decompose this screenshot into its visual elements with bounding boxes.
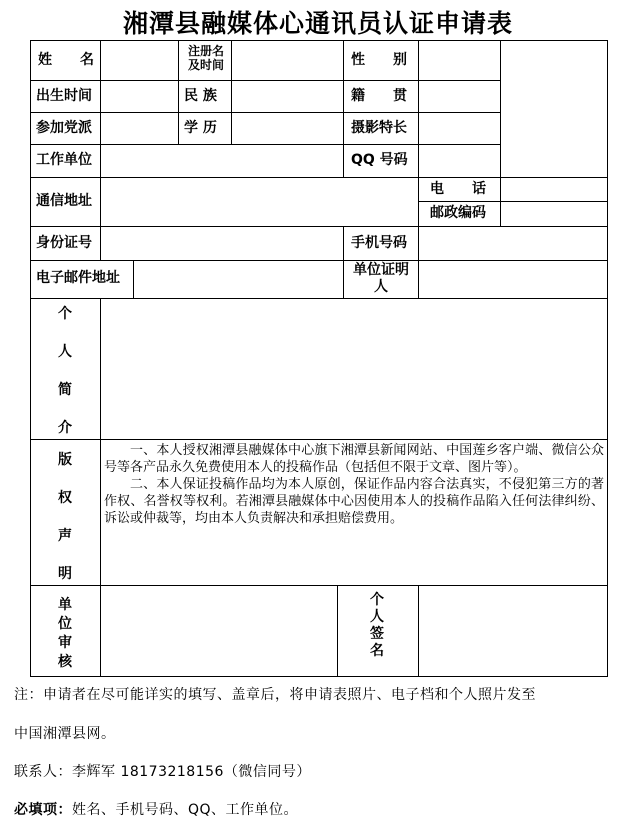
table-border-bottom xyxy=(30,676,608,677)
col-line xyxy=(343,40,344,177)
label-unit-cert: 单位证明 人 xyxy=(353,262,409,295)
label-signature-char: 个 xyxy=(370,592,384,608)
label-unit-review-char: 审 xyxy=(58,635,72,651)
label-ethnicity: 民 族 xyxy=(184,88,217,104)
col-line xyxy=(500,177,501,226)
label-name: 姓 名 xyxy=(38,52,94,68)
label-unit-review xyxy=(55,594,75,670)
col-line xyxy=(343,226,344,298)
label-unit-review-char: 核 xyxy=(58,654,72,670)
col-line xyxy=(500,40,501,177)
declaration-paragraph: 二、本人保证投稿作品均为本人原创，保证作品内容合法真实，不侵犯第三方的著作权、名誉权等权利。若湘潭县融媒体中心因使用本人的投稿作品陷入任何法律纠纷、诉讼或仲裁等，均由本人负责解决和承担赔偿费用。 xyxy=(104,477,604,526)
declaration-paragraph: 一、本人授权湘潭县融媒体中心旗下湘潭县新闻网站、中国莲乡客户端、微信公众号等各产品永久免费使用本人的投稿作品（包括但不限于文章、图片等）。 xyxy=(104,443,604,475)
label-bio xyxy=(55,303,75,455)
label-copyright-char: 版 xyxy=(58,452,72,468)
col-line xyxy=(231,40,232,144)
contact-line: 联系人：李辉军 18173218156（微信同号） xyxy=(14,764,311,780)
label-birth: 出生时间 xyxy=(36,88,92,104)
row-line xyxy=(30,260,608,261)
label-bio-char: 介 xyxy=(58,420,72,436)
label-copyright-char: 权 xyxy=(58,490,72,506)
label-work-unit: 工作单位 xyxy=(36,152,92,168)
table-border-top xyxy=(30,40,608,41)
col-line xyxy=(178,40,179,144)
label-phone: 电 话 xyxy=(430,181,486,197)
required-fields-line xyxy=(14,799,298,819)
row-line xyxy=(30,585,608,586)
label-signature-char: 签 xyxy=(370,626,384,642)
label-copyright xyxy=(55,449,75,601)
label-unit-review-char: 位 xyxy=(58,616,72,632)
label-signature xyxy=(367,589,387,657)
label-postcode: 邮政编码 xyxy=(430,205,486,221)
col-line xyxy=(337,585,338,677)
label-copyright-char: 声 xyxy=(58,528,72,544)
required-text: 姓名、手机号码、QQ、工作单位。 xyxy=(72,802,299,818)
label-signature-char: 名 xyxy=(370,643,384,659)
label-education: 学 历 xyxy=(184,120,217,136)
table-border-right xyxy=(607,40,608,677)
label-unit-review-char: 单 xyxy=(58,597,72,613)
copyright-declaration xyxy=(104,442,604,527)
label-copyright-char: 明 xyxy=(58,566,72,582)
col-line xyxy=(100,40,101,177)
label-photo-skill: 摄影特长 xyxy=(351,120,407,136)
col-line xyxy=(100,298,101,677)
label-native: 籍 贯 xyxy=(351,88,407,104)
label-address: 通信地址 xyxy=(36,193,92,209)
table-border-left xyxy=(30,40,31,677)
label-id-number: 身份证号 xyxy=(36,235,92,251)
label-qq: QQ 号码 xyxy=(351,152,408,168)
row-line xyxy=(418,201,608,202)
label-bio-char: 简 xyxy=(58,382,72,398)
col-line xyxy=(100,177,101,260)
row-line xyxy=(30,298,608,299)
col-line xyxy=(418,40,419,298)
label-reg-time: 注册名 及时间 xyxy=(187,44,224,72)
label-gender: 性 别 xyxy=(351,52,407,68)
note-line-2: 中国湘潭县网。 xyxy=(14,726,116,742)
row-line xyxy=(30,226,608,227)
label-party: 参加党派 xyxy=(36,120,92,136)
label-bio-char: 个 xyxy=(58,306,72,322)
label-email: 电子邮件地址 xyxy=(36,270,120,286)
form-title: 湘潭县融媒体心通讯员认证申请表 xyxy=(122,9,513,38)
required-label: 必填项： xyxy=(14,802,72,818)
label-mobile: 手机号码 xyxy=(351,235,407,251)
label-bio-char: 人 xyxy=(58,344,72,360)
row-line xyxy=(30,177,608,178)
col-line xyxy=(418,585,419,677)
col-line xyxy=(133,260,134,298)
note-line-1: 注：申请者在尽可能详实的填写、盖章后，将申请表照片、电子档和个人照片发至 xyxy=(14,687,536,703)
row-line xyxy=(30,439,608,440)
label-signature-char: 人 xyxy=(370,609,384,625)
